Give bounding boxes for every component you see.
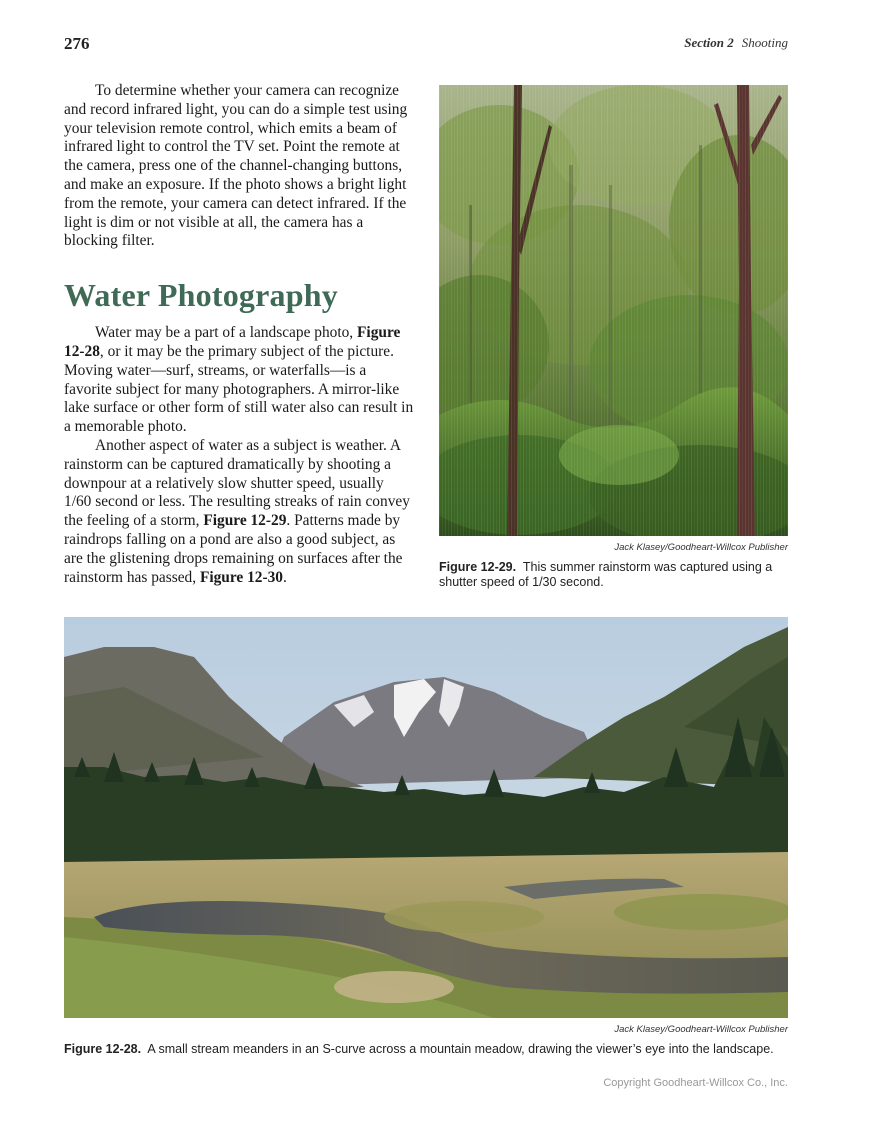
paragraph-weather	[64, 437, 414, 587]
figure-caption-text: This summer rainstorm was captured using a shutter speed of 1/30 second.	[439, 560, 773, 589]
paragraph-text: .	[283, 568, 287, 586]
mountain-meadow-photo	[64, 617, 788, 1018]
figure-caption	[64, 1042, 804, 1057]
section-heading: Water Photography	[64, 277, 338, 314]
figure-label: Figure 12-29.	[439, 560, 517, 574]
running-head	[684, 35, 788, 51]
paragraph-text: Another aspect of water as a subject is weather. A rainstorm can be captured dramatically by shooting a downpour at a relatively slow shutter speed, usually 1/60 second or less. The resulting streaks of rain convey the feeling of a storm,	[64, 436, 410, 530]
paragraph-text: . Patterns made by raindrops falling on a pond are also a good subject, as are the glistening drops remaining on surfaces after the rainstorm has passed,	[64, 512, 403, 586]
photo-credit: Jack Klasey/Goodheart-Willcox Publisher	[614, 1024, 788, 1035]
figure-caption	[439, 560, 788, 590]
figure-reference: Figure 12-28	[64, 324, 401, 360]
page-number: 276	[64, 34, 90, 53]
copyright-notice: Copyright Goodheart-Willcox Co., Inc.	[603, 1077, 788, 1089]
section-title: Shooting	[741, 35, 788, 50]
rainstorm-forest-photo	[439, 85, 788, 536]
figure-label: Figure 12-28.	[64, 1042, 142, 1056]
photo-credit: Jack Klasey/Goodheart-Willcox Publisher	[614, 542, 788, 553]
paragraph-water-landscape	[64, 324, 414, 437]
figure-caption-text: A small stream meanders in an S-curve across a mountain meadow, drawing the viewer’s eye into the landscape.	[147, 1042, 774, 1056]
paragraph-text: Water may be a part of a landscape photo,	[95, 324, 358, 342]
figure-reference: Figure 12-29	[203, 512, 287, 530]
paragraph-text: , or it may be the primary subject of the picture. Moving water—surf, streams, or waterfalls—is a favorite subject for many photographers. A mirror-like lake surface or other form of still water also can result in a memorable photo.	[64, 342, 414, 436]
body-text-column	[64, 82, 414, 587]
paragraph-infrared-test: To determine whether your camera can recognize and record infrared light, you can do a simple test using your television remote control, which emits a beam of infrared light to control the TV set. Point the remote at the camera, press one of the channel-changing buttons, and make an exposure. If the photo shows a bright light from the remote, your camera can detect infrared. If the light is dim or not visible at all, the camera has a blocking filter.	[64, 82, 408, 250]
figure-reference: Figure 12-30	[199, 568, 284, 586]
section-label: Section 2	[684, 35, 734, 50]
